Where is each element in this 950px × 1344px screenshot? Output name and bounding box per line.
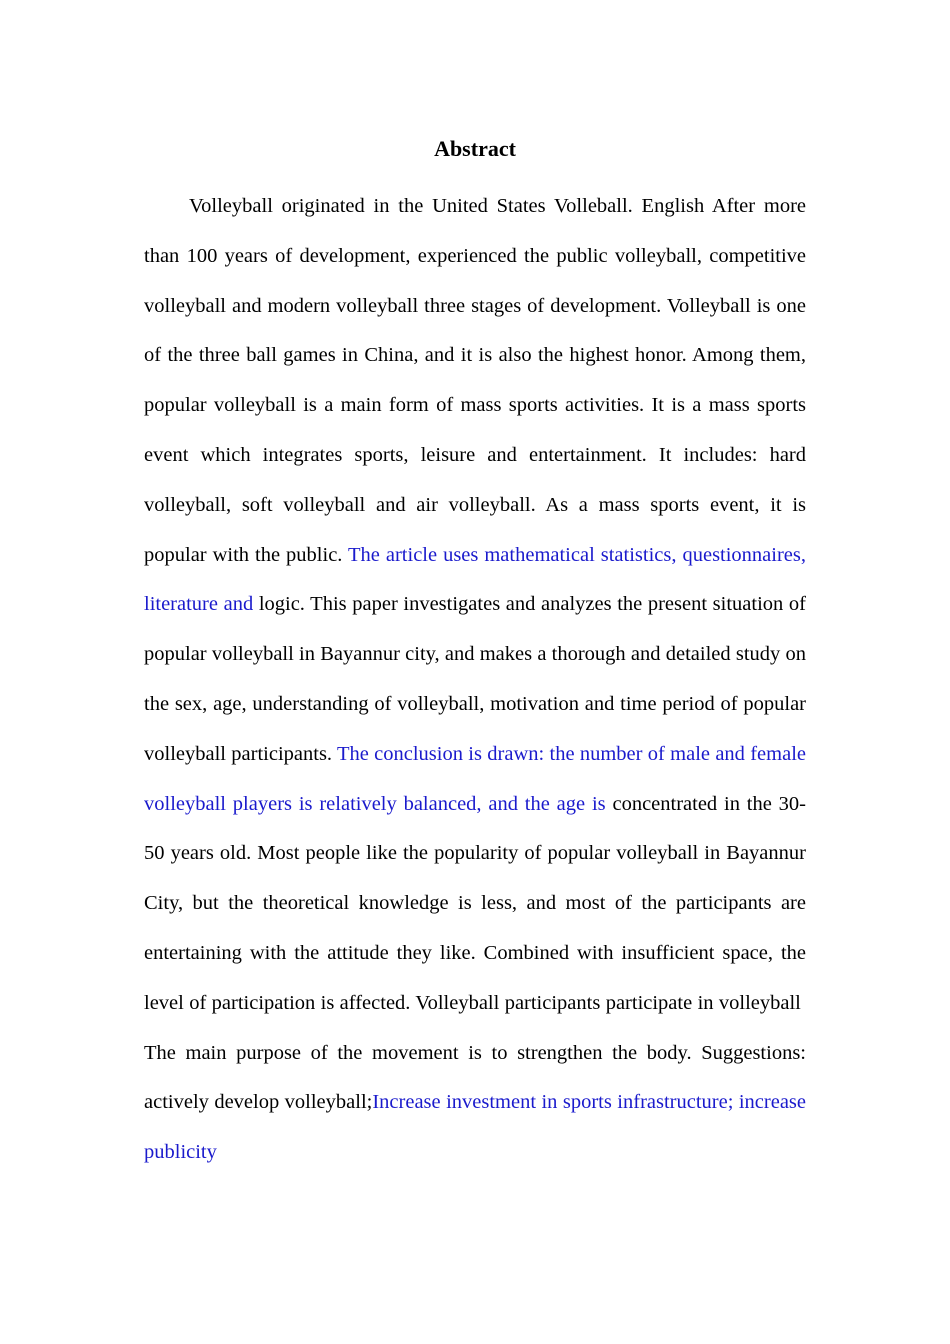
highlighted-run: The conclusion is drawn: the number of male and female volleyball players is relatively balanced, and the age is [144,742,806,815]
highlighted-run: Increase investment in sports infrastructure; increase publicity [144,1091,807,1164]
paragraph-run: Volleyball originated in the United States Volleball. English After more than 100 years of development, experienced the public volleyball, competitive volleyball and modern volleyball three stages of development. Volleyball is one of the three ball games in China, and it is also the highest honor. Among them, popular volleyball is a main form of mass sports activities. It is a mass sports event which integrates sports, leisure and entertainment. It includes: hard volleyball, soft volleyball and air volleyball. As a mass sports event, it is popular with the public. [144,195,806,566]
paragraph-run: logic. This paper investigates and analyzes the present situation of popular volleyball in Bayannur city, and makes a thorough and detailed study on the sex, age, understanding of volleyball, motivation and time period of popular volleyball participants. [144,593,806,765]
highlighted-run: The article uses mathematical statistics, questionnaires, literature and [144,543,807,616]
abstract-heading: Abstract [434,136,516,161]
abstract-paragraph [144,182,806,1178]
paragraph-run: concentrated in the 30-50 years old. Most people like the popularity of popular volleyball in Bayannur City, but the theoretical knowledge is less, and most of the participants are entertaining with the attitude they like. Combined with insufficient space, the level of participation is affected. Volleyball participants participate in volleyball The main purpose of the movement is to strengthen the body. Suggestions: actively develop volleyball; [144,792,806,1114]
